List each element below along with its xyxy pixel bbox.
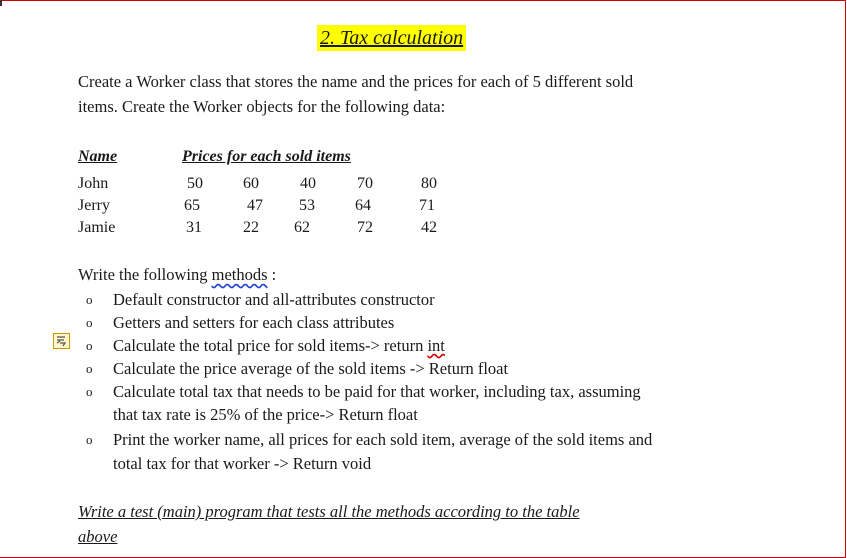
row-name: Jerry [78,197,110,214]
list-item-text: Calculate the total price for sold items-> return [113,336,428,355]
table-row [0,175,500,197]
row-price: 53 [299,197,315,214]
list-item-keyword: int [427,336,445,355]
table-row [0,197,500,219]
methods-heading-word: methods [211,265,268,284]
list-item: Default constructor and all-attributes constructor [113,290,435,309]
corner-mark [0,0,2,6]
footer-text: Write a test (main) program that tests all the methods according to the table [78,502,580,521]
list-item-continuation: total tax for that worker -> Return void [113,454,372,473]
bullet-icon: o [86,292,93,307]
row-price: 62 [294,219,310,236]
intro-line-2: items. Create the Worker objects for the following data: [78,97,446,116]
list-item: Getters and setters for each class attributes [113,313,395,332]
methods-heading [78,265,276,285]
methods-heading-prefix: Write the following [78,265,212,284]
footer-line-1 [78,500,580,524]
row-price: 22 [243,219,259,236]
bullet-icon: o [86,315,93,330]
row-price: 50 [187,175,203,192]
intro-line-1: Create a Worker class that stores the name and the prices for each of 5 different sold [78,72,634,91]
row-price: 31 [186,219,202,236]
list-item [113,334,445,357]
row-price: 42 [421,219,437,236]
list-item: Calculate the price average of the sold items -> Return float [113,359,509,378]
list-item: Print the worker name, all prices for each sold item, average of the sold items and [113,430,653,449]
bullet-icon: o [86,384,93,399]
methods-heading-suffix: : [267,265,277,284]
footer-text: above [78,527,118,546]
row-price: 70 [357,175,373,192]
table-row [0,219,500,241]
bullet-icon: o [86,361,93,376]
row-price: 64 [355,197,371,214]
row-name: John [78,175,109,192]
row-price: 72 [357,219,373,236]
row-price: 80 [421,175,437,192]
row-price: 71 [419,197,435,214]
row-price: 40 [300,175,316,192]
list-item-continuation: that tax rate is 25% of the price-> Return float [113,405,418,424]
table-header-name: Name [78,148,118,165]
row-name: Jamie [78,219,116,236]
page-title [317,25,466,51]
bullet-icon: o [86,432,93,447]
table-header-prices: Prices for each sold items [182,148,351,165]
bullet-icon: o [86,338,93,353]
footer-line-2 [78,525,117,549]
list-item: Calculate total tax that needs to be paid for that worker, including tax, assuming [113,382,641,401]
title-text: 2. Tax calculation [320,27,464,49]
row-price: 65 [184,197,200,214]
comment-marker-icon[interactable] [53,333,70,349]
row-price: 60 [243,175,259,192]
row-price: 47 [247,197,263,214]
